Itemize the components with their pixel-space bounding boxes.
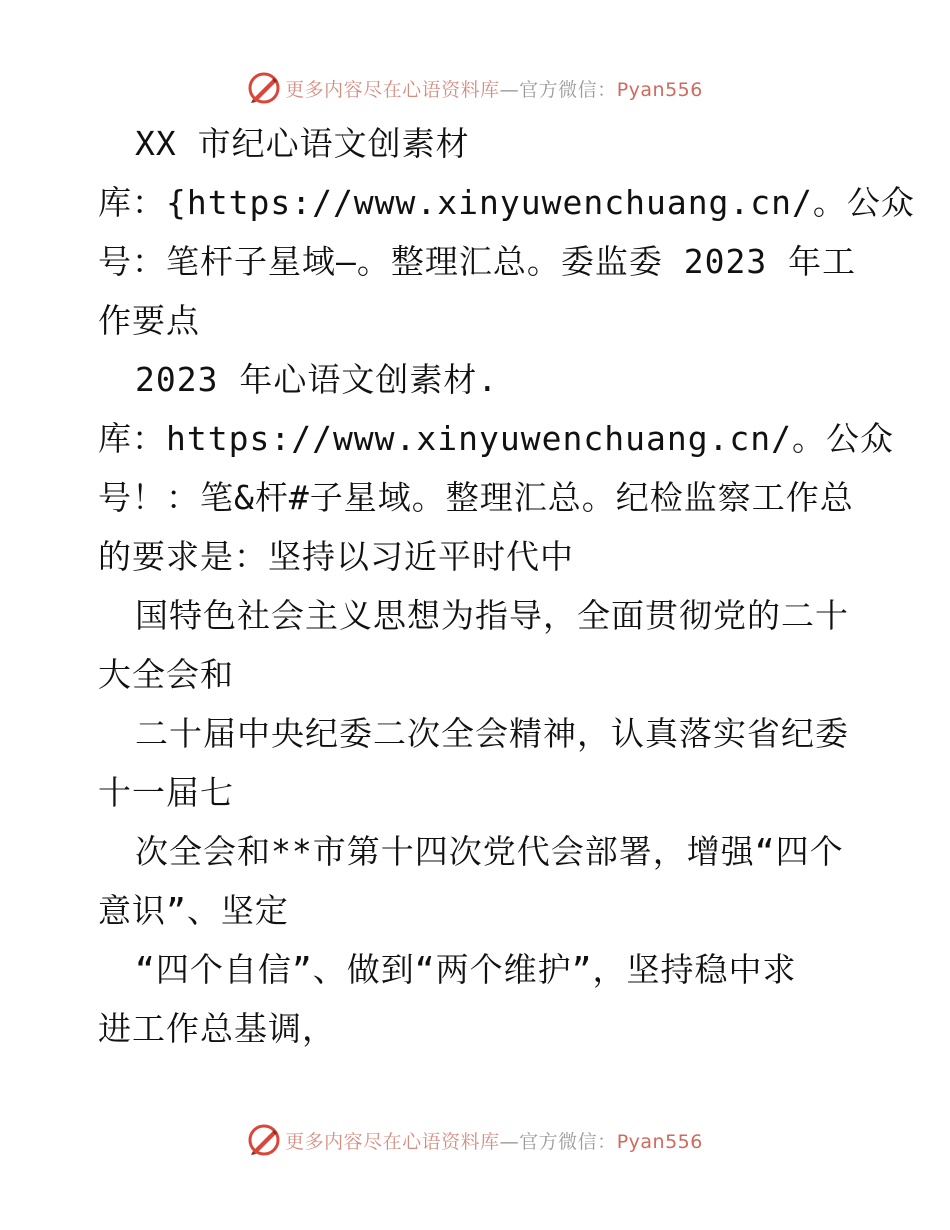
watermark-wechat-id: Pyan556 [616, 1130, 703, 1153]
watermark-main: 更多内容尽在心语资料库 [285, 78, 500, 101]
pen-logo-icon [247, 1123, 281, 1157]
text-line: 号：笔杆子星域—。整理汇总。委监委 2023 年工 [98, 242, 857, 281]
text-line: XX 市纪心语文创素材 [135, 124, 470, 163]
text-line: 库：https://www.xinyuwenchuang.cn/。公众 [98, 419, 895, 458]
text-line: 意识”、坚定 [98, 891, 289, 930]
text-line: 次全会和**市第十四次党代会部署，增强“四个 [135, 832, 844, 871]
text-line: 2023 年心语文创素材. [135, 360, 499, 399]
text-line: 大全会和 [98, 655, 234, 694]
text-line: 国特色社会主义思想为指导，全面贯彻党的二十 [135, 596, 849, 635]
watermark-footer [0, 1120, 950, 1160]
watermark-wechat-id: Pyan556 [616, 78, 703, 101]
watermark-dash: — [499, 1130, 520, 1153]
document-body [98, 114, 915, 1058]
text-line: 十一届七 [98, 773, 234, 812]
watermark-wechat-label: 官方微信： [519, 78, 617, 101]
watermark-text [285, 75, 703, 102]
text-line: “四个自信”、做到“两个维护”，坚持稳中求 [135, 950, 797, 989]
watermark-dash: — [499, 78, 520, 101]
watermark-main: 更多内容尽在心语资料库 [285, 1130, 500, 1153]
watermark-header [0, 68, 950, 108]
text-line: 库：{https://www.xinyuwenchuang.cn/。公众 [98, 183, 915, 222]
text-line: 的要求是：坚持以习近平时代中 [98, 537, 574, 576]
text-line: 作要点 [98, 301, 200, 340]
text-line: 进工作总基调， [98, 1009, 336, 1048]
text-line: 号！：笔&杆#子星域。整理汇总。纪检监察工作总 [98, 478, 854, 517]
pen-logo-icon [247, 71, 281, 105]
watermark-text [285, 1127, 703, 1154]
watermark-wechat-label: 官方微信： [519, 1130, 617, 1153]
text-line: 二十届中央纪委二次全会精神，认真落实省纪委 [135, 714, 849, 753]
